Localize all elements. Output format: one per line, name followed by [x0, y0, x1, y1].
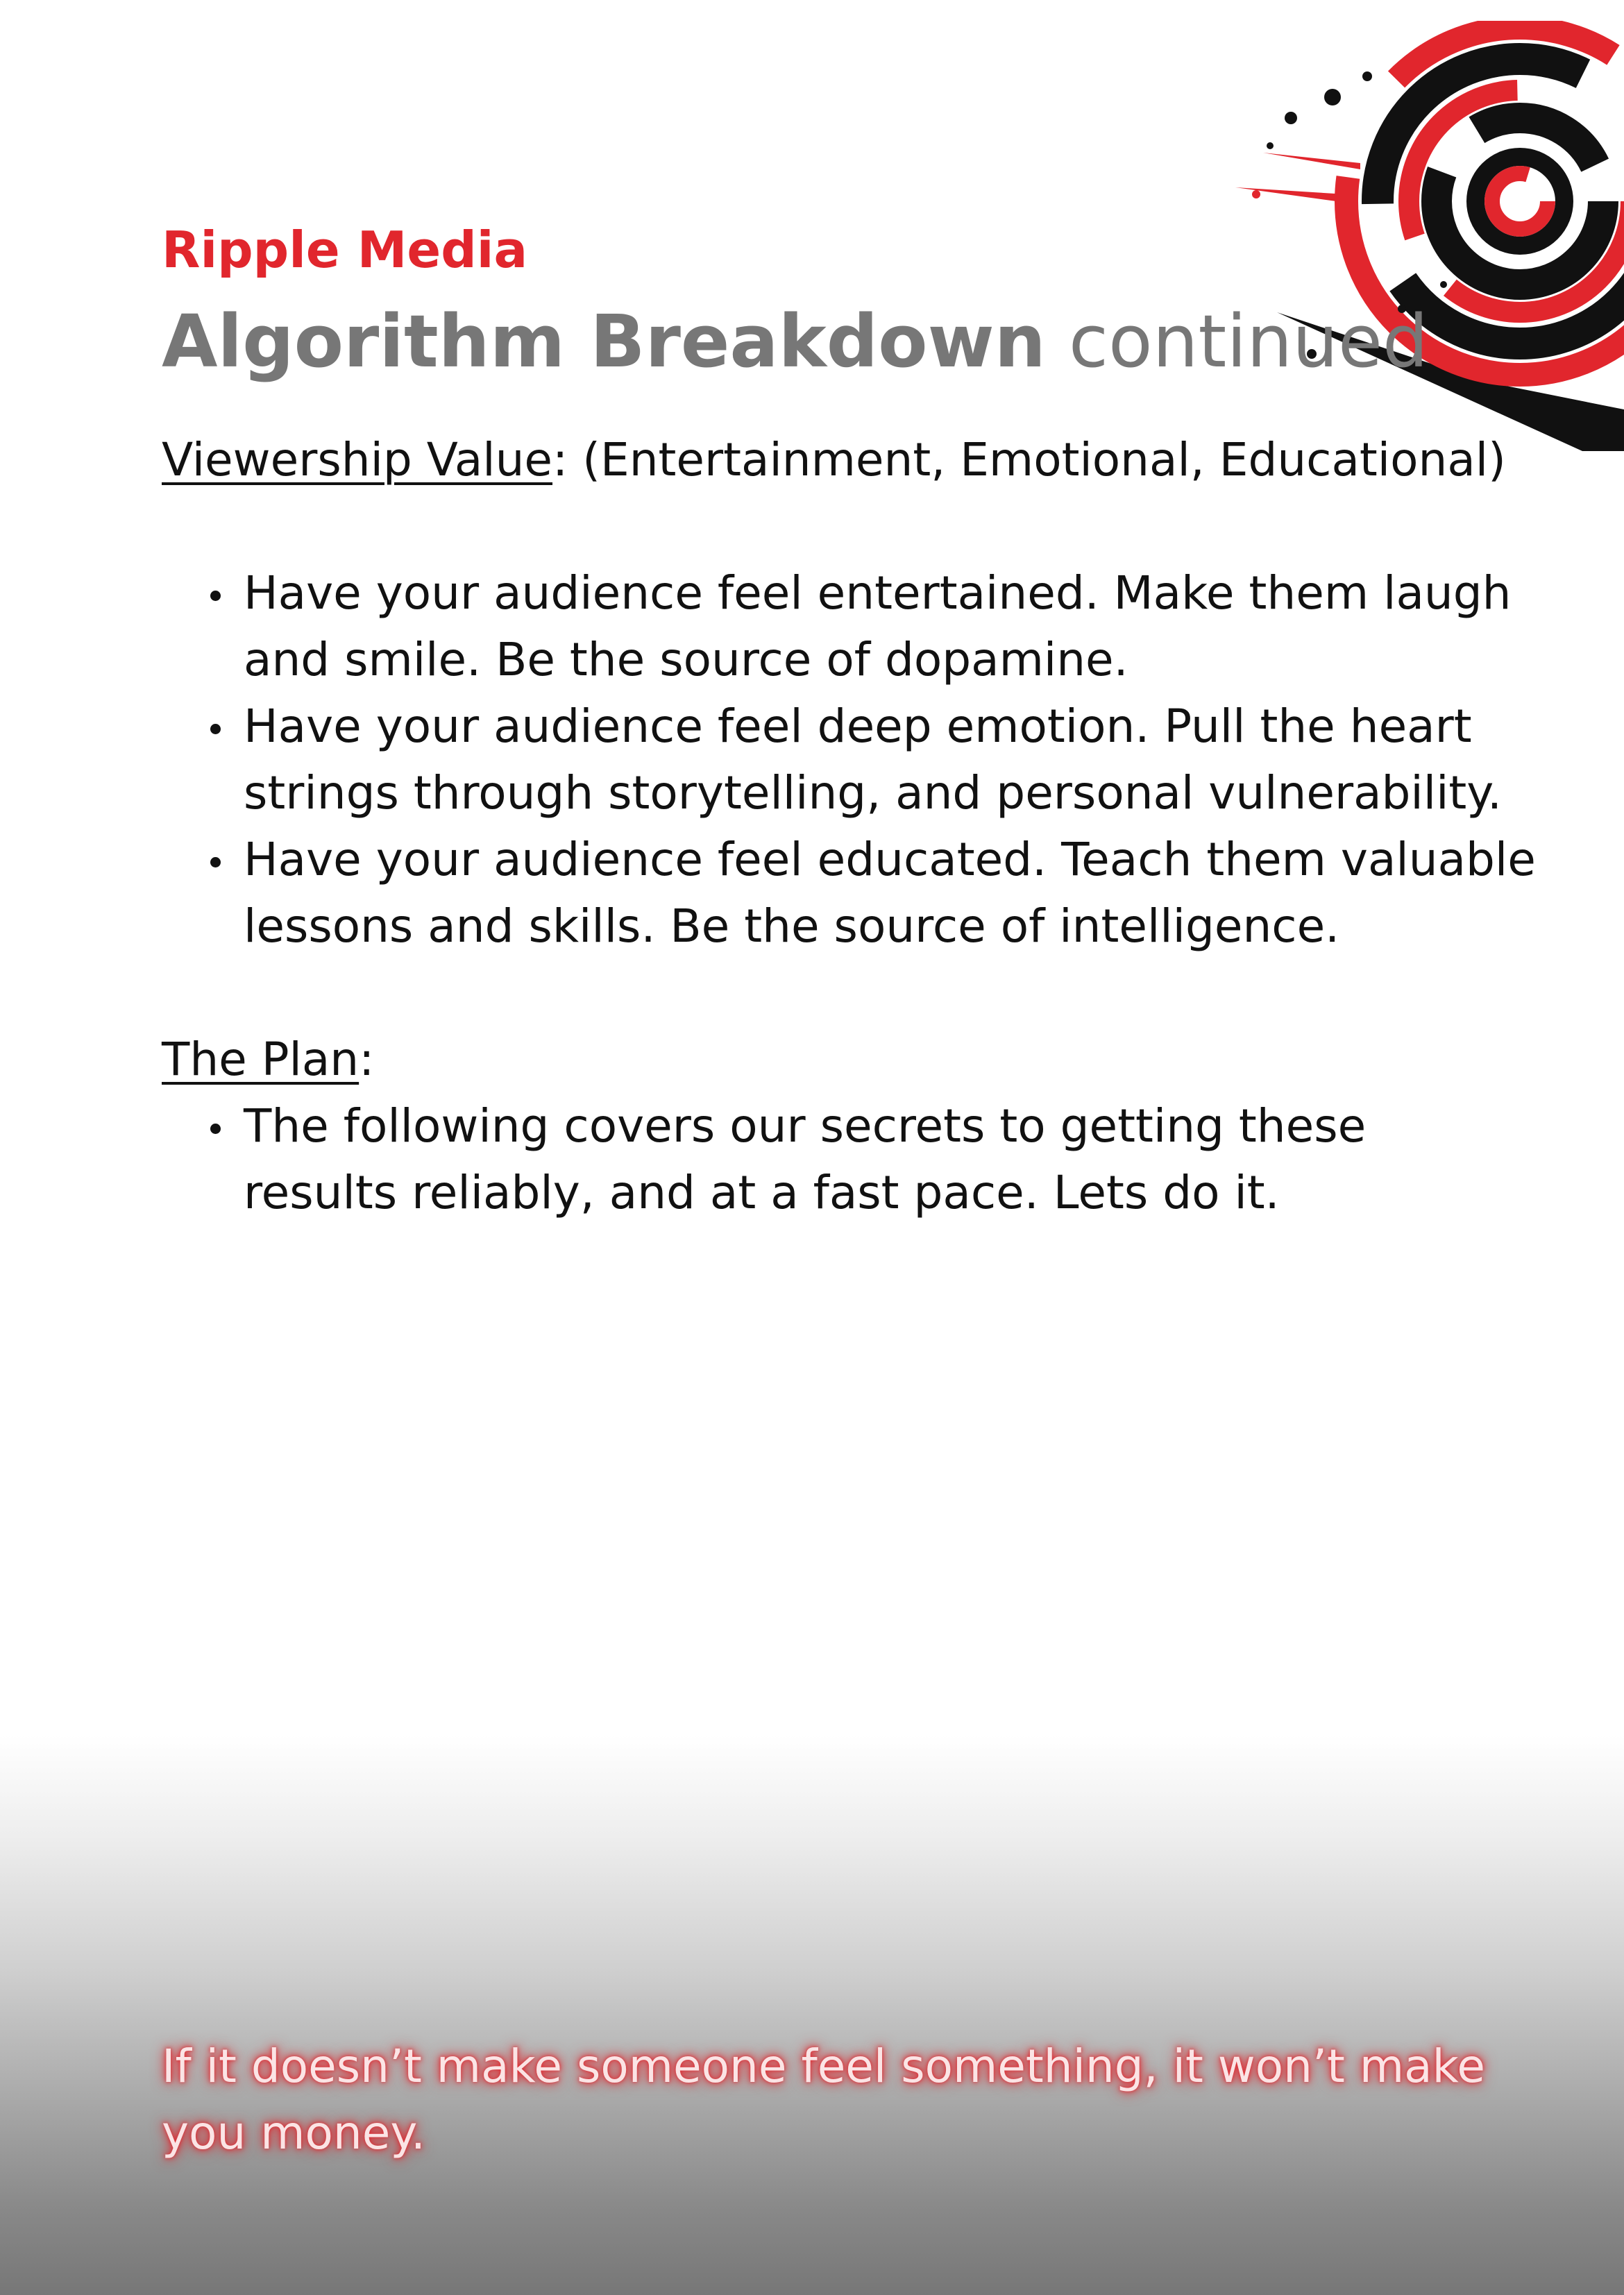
spacer — [162, 960, 1536, 1026]
page-title-continued: continued — [1068, 299, 1429, 384]
bullet-text-line: results reliably, and at a fast pace. Lets do it. — [244, 1166, 1280, 1219]
ripple-swirl-icon — [1194, 21, 1624, 451]
list-item — [162, 560, 1536, 693]
footer-quote-line: you money. — [162, 2106, 425, 2160]
footer-quote — [162, 2033, 1515, 2167]
list-item — [162, 827, 1536, 960]
list-item — [162, 693, 1536, 827]
bullet-text-line: and smile. Be the source of dopamine. — [244, 633, 1128, 686]
main-content — [162, 427, 1536, 1226]
bullet-icon — [210, 724, 221, 734]
bullet-text-line: The following covers our secrets to getting these — [244, 1099, 1367, 1153]
page-title — [162, 299, 1429, 384]
bullet-icon — [210, 591, 221, 601]
bullet-text-line: lessons and skills. Be the source of intelligence. — [244, 899, 1340, 953]
viewership-bullet-list — [162, 560, 1536, 960]
list-item — [162, 1093, 1536, 1226]
page-title-main: Algorithm Breakdown — [162, 299, 1046, 384]
bullet-text-line: strings through storytelling, and personal vulnerability. — [244, 766, 1502, 820]
bullet-icon — [210, 857, 221, 867]
bullet-text-line: Have your audience feel entertained. Make them laugh — [244, 566, 1512, 620]
bullet-icon — [210, 1124, 221, 1134]
brand-name: Ripple Media — [162, 221, 528, 279]
bullet-text-line: Have your audience feel deep emotion. Pull the heart — [244, 700, 1472, 753]
viewership-value-categories: : (Entertainment, Emotional, Educational) — [552, 433, 1506, 486]
bullet-text-line: Have your audience feel educated. Teach them valuable — [244, 833, 1536, 886]
footer-quote-line: If it doesn’t make someone feel something, it won’t make — [162, 2040, 1486, 2093]
footer-gradient-background — [0, 1735, 1624, 2295]
the-plan-colon: : — [359, 1033, 375, 1086]
viewership-value-line — [162, 427, 1536, 493]
the-plan-label: The Plan — [162, 1033, 360, 1086]
the-plan-line — [162, 1026, 1536, 1093]
viewership-value-label: Viewership Value — [162, 433, 553, 486]
plan-bullet-list — [162, 1093, 1536, 1226]
spacer — [162, 493, 1536, 560]
